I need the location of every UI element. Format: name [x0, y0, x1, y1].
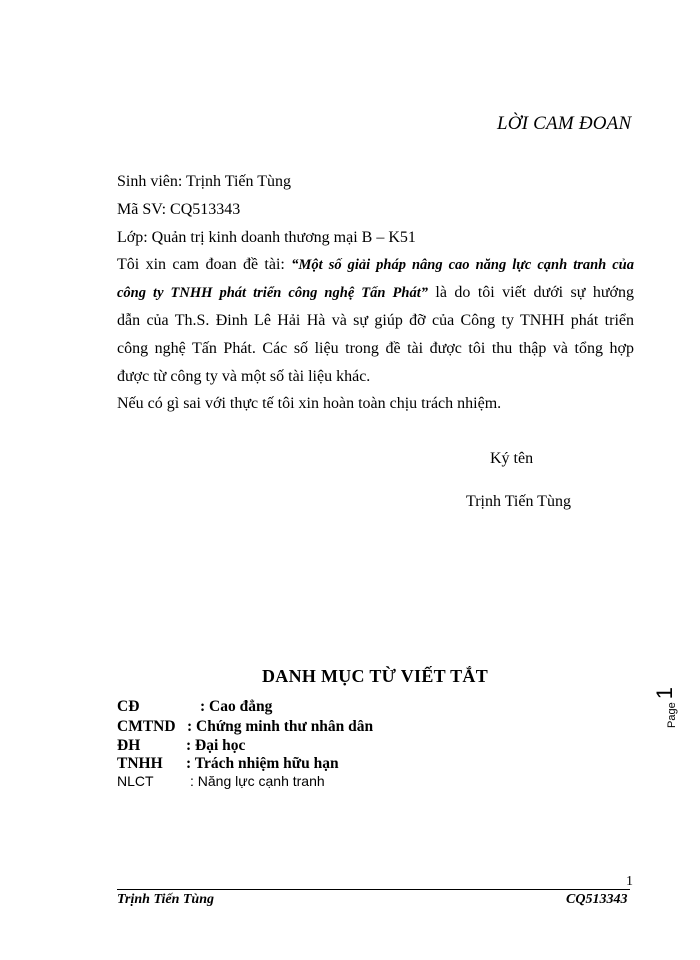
signature-label: Ký tên: [490, 450, 534, 467]
abbreviation-key: ĐH: [117, 737, 141, 754]
abbreviation-key: TNHH: [117, 755, 163, 772]
abbreviations-heading: DANH MỤC TỪ VIẾT TẮT: [261, 666, 489, 686]
pledge-paragraph-line-5: được từ công ty và một số tài liệu khác.: [117, 368, 371, 385]
pledge-paragraph-line-2: [117, 284, 634, 302]
abbreviation-value: : Đại học: [186, 737, 246, 754]
abbreviation-key: NLCT: [117, 773, 154, 789]
footer-student-id: CQ513343: [566, 892, 628, 907]
footer-divider: [117, 889, 630, 890]
abbreviation-value: : Trách nhiệm hữu hạn: [186, 755, 339, 772]
pledge-lead: Tôi xin cam đoan đề tài:: [117, 256, 285, 273]
student-id-line: Mã SV: CQ513343: [117, 201, 241, 218]
abbreviation-key: CMTND: [117, 718, 176, 735]
thesis-topic-part-2: công ty TNHH phát triển công nghệ Tấn Phát”: [117, 285, 428, 301]
pledge-paragraph-line-3: dẫn của Th.S. Đinh Lê Hải Hà và sự giúp đỡ của Công ty TNHH phát triển: [117, 312, 634, 329]
signature-name: Trịnh Tiến Tùng: [466, 493, 571, 510]
page-side-label: [652, 687, 678, 728]
abbreviation-key: CĐ: [117, 698, 140, 715]
pledge-continuation: là do tôi viết dưới sự hướng: [435, 284, 635, 301]
abbreviation-value: : Năng lực cạnh tranh: [190, 773, 325, 789]
page-number: 1: [626, 874, 633, 889]
abbreviation-value: : Cao đẳng: [200, 698, 273, 715]
pledge-paragraph-line-1: [117, 256, 634, 274]
page-side-number: 1: [652, 687, 677, 700]
class-line: Lớp: Quản trị kinh doanh thương mại B – K51: [117, 229, 416, 246]
pledge-title: LỜI CAM ĐOAN: [497, 113, 632, 134]
thesis-topic-part-1: “Một số giải pháp nâng cao năng lực cạnh tranh của: [291, 257, 634, 273]
student-name-line: Sinh viên: Trịnh Tiến Tùng: [117, 173, 291, 190]
pledge-closing: Nếu có gì sai với thực tế tôi xin hoàn toàn chịu trách nhiệm.: [117, 395, 502, 412]
abbreviation-value: : Chứng minh thư nhân dân: [187, 718, 374, 735]
page-word: Page: [666, 702, 678, 728]
footer-author: Trịnh Tiến Tùng: [117, 892, 214, 907]
pledge-paragraph-line-4: công nghệ Tấn Phát. Các số liệu trong đề tài được tôi thu thập và tổng hợp: [117, 340, 634, 357]
